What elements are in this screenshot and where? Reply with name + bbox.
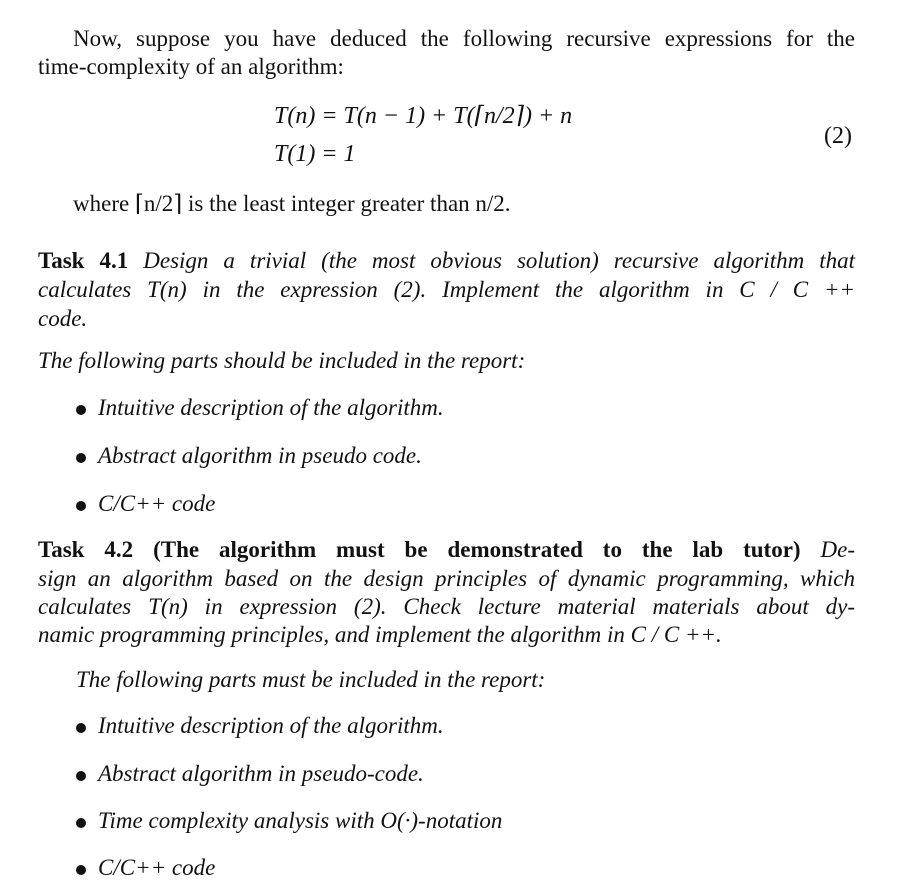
- task-4-2-text: De-: [820, 537, 855, 562]
- task-4-1-line-1: [38, 247, 855, 275]
- where-text: where ⌈n/2⌉ is the least integer greater than n/2.: [73, 191, 511, 216]
- bullet-icon: [76, 501, 86, 511]
- bullet-icon: [76, 818, 86, 828]
- task-4-1-report-intro: The following parts should be included in the report:: [38, 348, 526, 373]
- task-4-2-item: C/C++ code: [98, 855, 216, 880]
- bullet-icon: [76, 723, 86, 733]
- bullet-icon: [76, 405, 86, 415]
- task-4-2-report-intro: The following parts must be included in the report:: [76, 667, 546, 692]
- task-4-2-line-4: namic programming principles, and implement the algorithm in C / C ++.: [38, 622, 722, 647]
- task-4-1-heading: Task 4.1: [38, 248, 129, 273]
- intro-line-2: time-complexity of an algorithm:: [38, 54, 344, 79]
- task-4-1-text: Design a trivial (the most obvious solution) recursive algorithm that: [143, 248, 855, 273]
- task-4-2-item: Intuitive description of the algorithm.: [98, 713, 444, 738]
- task-4-2-line-1: [38, 536, 855, 564]
- equation-line-1: T(n) = T(n − 1) + T(⌈n/2⌉) + n: [274, 103, 573, 129]
- task-4-2-line-2: sign an algorithm based on the design principles of dynamic programming, which: [38, 566, 855, 591]
- bullet-icon: [76, 453, 86, 463]
- task-4-2-item: Time complexity analysis with O(·)-notation: [98, 808, 503, 833]
- bullet-icon: [76, 865, 86, 875]
- task-4-2-heading: Task 4.2 (The algorithm must be demonstrated to the lab tutor): [38, 537, 801, 562]
- equation-line-2: T(1) = 1: [274, 141, 356, 167]
- bullet-icon: [76, 771, 86, 781]
- task-4-1-item: C/C++ code: [98, 491, 216, 516]
- task-4-2-item: Abstract algorithm in pseudo-code.: [98, 761, 424, 786]
- task-4-1-line-3: code.: [38, 306, 88, 331]
- intro-line-1: Now, suppose you have deduced the following recursive expressions for the: [73, 26, 855, 51]
- task-4-1-item: Intuitive description of the algorithm.: [98, 395, 444, 420]
- task-4-2-line-3: calculates T(n) in expression (2). Check lecture material materials about dy-: [38, 594, 855, 619]
- equation-number: (2): [824, 123, 852, 149]
- task-4-1-line-2: calculates T(n) in the expression (2). Implement the algorithm in C / C ++: [38, 277, 855, 302]
- task-4-1-item: Abstract algorithm in pseudo code.: [98, 443, 422, 468]
